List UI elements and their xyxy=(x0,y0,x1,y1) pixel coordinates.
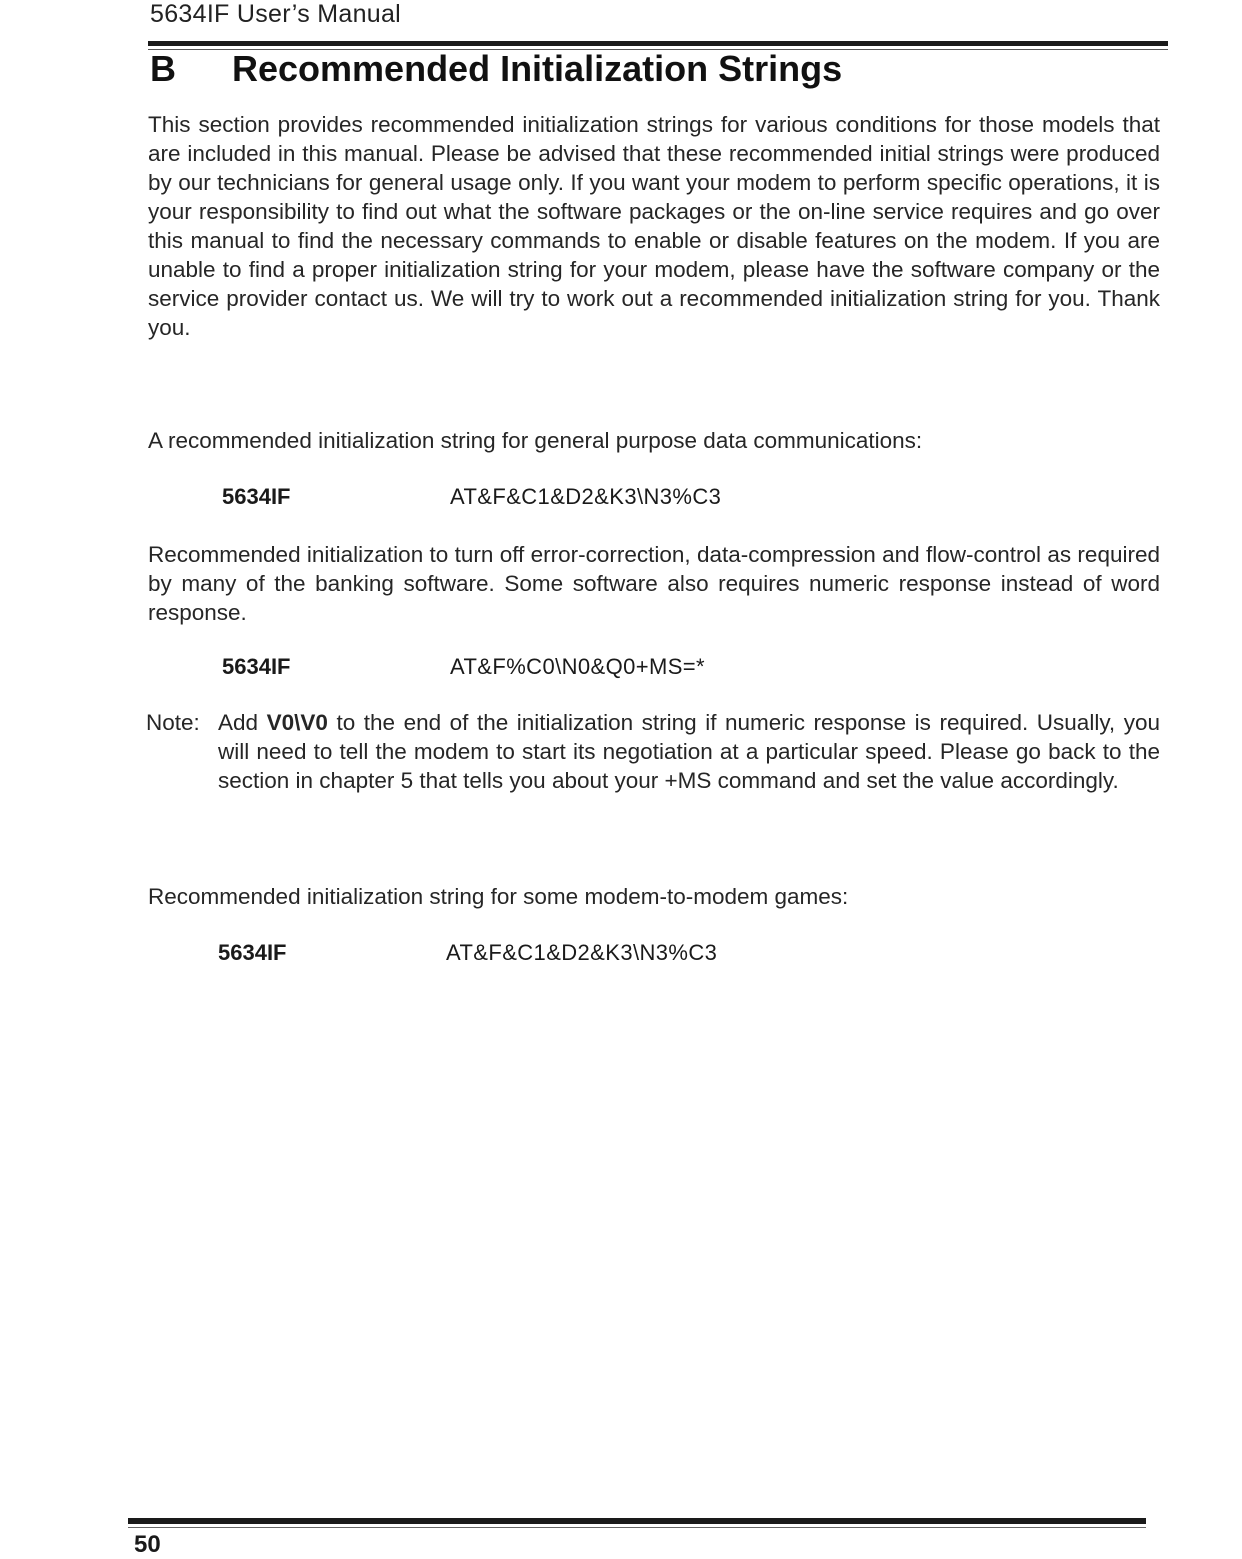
footer-rule-thin xyxy=(128,1527,1146,1528)
note-code: V0\V0 xyxy=(266,710,328,735)
header-rule xyxy=(148,41,1168,46)
section-games-description: Recommended initialization string for some modem-to-modem games: xyxy=(148,884,849,909)
init-string: AT&F%C0\N0&Q0+MS=* xyxy=(450,654,705,679)
model-name: 5634IF xyxy=(222,484,291,509)
footer-rule xyxy=(128,1518,1146,1524)
appendix-letter: B xyxy=(150,48,176,89)
section-games-command-row xyxy=(218,940,717,966)
init-string: AT&F&C1&D2&K3\N3%C3 xyxy=(446,940,718,965)
note-prefix: Add xyxy=(218,710,259,735)
note-block xyxy=(146,708,1160,795)
appendix-heading xyxy=(150,48,842,90)
section-general-command-row xyxy=(222,484,721,510)
model-name: 5634IF xyxy=(218,940,287,965)
section-general-description: A recommended initialization string for general purpose data communications: xyxy=(148,428,923,453)
manual-title: 5634IF User’s Manual xyxy=(150,0,402,28)
section-banking-command-row xyxy=(222,654,705,680)
note-body xyxy=(218,708,1160,795)
note-label: Note: xyxy=(146,710,200,735)
intro-paragraph: This section provides recommended initialization strings for various conditions for those models that are included in this manual. Please be advised that these recommended initial strings were produced by our technicians for general usage only. If you want your modem to perform specific operations, it is your responsibility to find out what the software packages or the on-line service requires and go over this manual to find the necessary commands to enable or disable features on the modem. If you are unable to find a proper initialization string for your modem, please have the software company or the service provider contact us. We will try to work out a recommended initialization string for you. Thank you. xyxy=(148,112,1160,340)
note-text: to the end of the initialization string if numeric response is required. Usually, you will need to tell the modem to start its negotiation at a particular speed. Please go back to the section in chapter 5 that tells you about your +MS command and set the value accordingly. xyxy=(218,710,1160,793)
model-name: 5634IF xyxy=(222,654,291,679)
init-string: AT&F&C1&D2&K3\N3%C3 xyxy=(450,484,722,509)
section-banking-description: Recommended initialization to turn off error-correction, data-compression and flow-control as required by many of the banking software. Some software also requires numeric response instead of word response. xyxy=(148,542,1160,625)
appendix-title: Recommended Initialization Strings xyxy=(232,48,843,89)
page-number: 50 xyxy=(134,1531,161,1558)
